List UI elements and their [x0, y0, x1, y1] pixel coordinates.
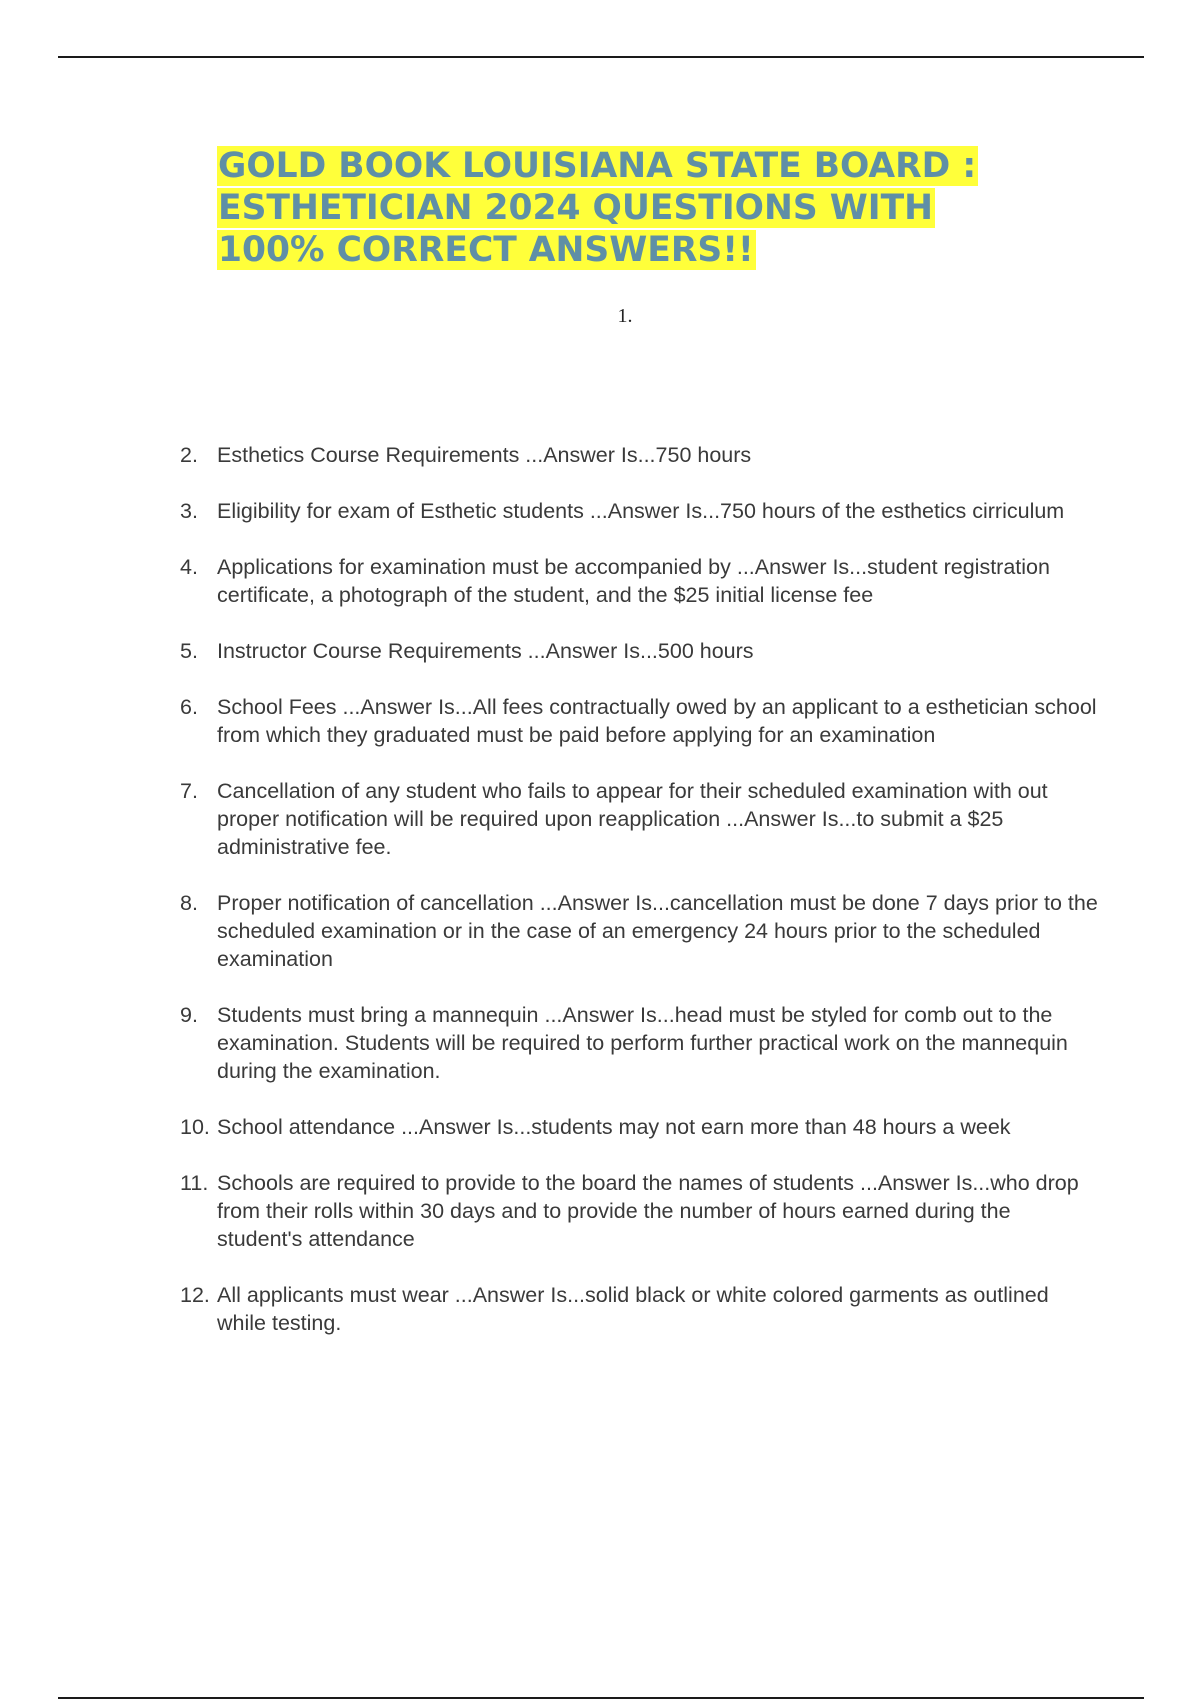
item-number: 10.	[180, 1115, 210, 1139]
item-number: 6.	[180, 695, 198, 719]
list-item	[180, 777, 1100, 861]
question-list	[180, 441, 1100, 1365]
item-text: All applicants must wear ...Answer Is...solid black or white colored garments as outlined while testing.	[217, 1283, 1049, 1335]
item-number: 7.	[180, 779, 198, 803]
list-item	[180, 637, 1100, 665]
list-item	[180, 1001, 1100, 1085]
list-item	[180, 889, 1100, 973]
item-number: 12.	[180, 1283, 210, 1307]
title-block	[217, 145, 1117, 271]
item-text: Eligibility for exam of Esthetic students ...Answer Is...750 hours of the esthetics cirriculum	[217, 499, 1065, 523]
top-divider	[58, 56, 1144, 58]
list-item	[180, 1113, 1100, 1141]
item-text: Applications for examination must be accompanied by ...Answer Is...student registration certificate, a photograph of the student, and the $25 initial license fee	[217, 555, 1050, 607]
list-item	[180, 1281, 1100, 1337]
bottom-divider	[58, 1697, 1144, 1699]
title-line-2: ESTHETICIAN 2024 QUESTIONS WITH	[218, 188, 934, 228]
item-text: Proper notification of cancellation ...Answer Is...cancellation must be done 7 days prior to the scheduled examination or in the case of an emergency 24 hours prior to the scheduled examination	[217, 891, 1098, 971]
item-number: 8.	[180, 891, 198, 915]
list-item	[180, 553, 1100, 609]
item-text: Students must bring a mannequin ...Answer Is...head must be styled for comb out to the examination. Students will be required to perform further practical work on the mannequin during the examination.	[217, 1003, 1068, 1083]
item-number: 5.	[180, 639, 198, 663]
document-title	[217, 145, 1117, 271]
list-item	[180, 1169, 1100, 1253]
title-line-1: GOLD BOOK LOUISIANA STATE BOARD :	[218, 146, 977, 186]
item-number: 4.	[180, 555, 198, 579]
item-text: Schools are required to provide to the board the names of students ...Answer Is...who drop from their rolls within 30 days and to provide the number of hours earned during the student's attendance	[217, 1171, 1079, 1251]
item-number: 3.	[180, 499, 198, 523]
item-text: Cancellation of any student who fails to appear for their scheduled examination with out proper notification will be required upon reapplication ...Answer Is...to submit a $25 administrative fee.	[217, 779, 1048, 859]
list-item	[180, 441, 1100, 469]
item-text: Esthetics Course Requirements ...Answer Is...750 hours	[217, 443, 752, 467]
item-text: Instructor Course Requirements ...Answer Is...500 hours	[217, 639, 754, 663]
list-item	[180, 693, 1100, 749]
item-number: 9.	[180, 1003, 198, 1027]
item-number: 2.	[180, 443, 198, 467]
list-item	[180, 497, 1100, 525]
title-line-3: 100% CORRECT ANSWERS!!	[218, 230, 754, 270]
item-text: School Fees ...Answer Is...All fees contractually owed by an applicant to a esthetician school from which they graduated must be paid before applying for an examination	[217, 695, 1097, 747]
first-item-number: 1.	[617, 305, 633, 327]
item-text: School attendance ...Answer Is...students may not earn more than 48 hours a week	[217, 1115, 1011, 1139]
item-number: 11.	[180, 1171, 209, 1195]
